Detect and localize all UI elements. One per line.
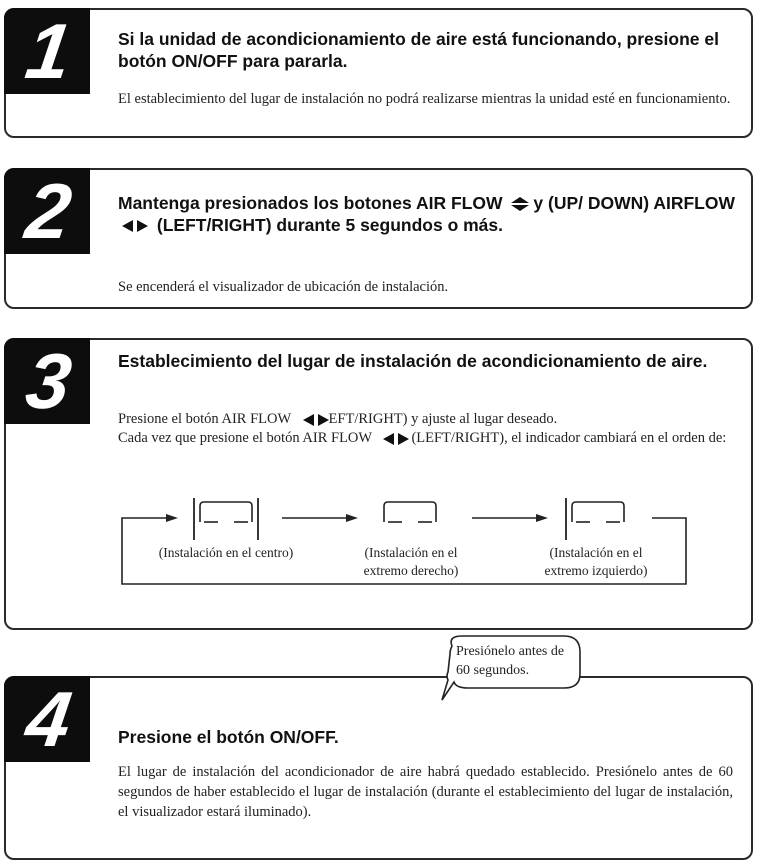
step-1-box [4, 8, 753, 138]
timing-callout-bubble [438, 632, 586, 704]
step-1-body: El establecimiento del lugar de instalación no podrá realizarse mientras la unidad esté en funcionamiento. [118, 91, 731, 107]
step-2-box [4, 168, 753, 309]
step-2-title [118, 192, 735, 236]
step-4-number: 4 [4, 676, 90, 762]
step-3-body-line1: Presione el botón AIR FLOW EFT/RIGHT) y ajuste al lugar deseado. [118, 411, 558, 427]
step-2-body: Se encenderá el visualizador de ubicación de instalación. [118, 279, 449, 295]
step-1-number: 1 [4, 8, 90, 94]
caption-right-end: (Instalación en el extremo derecho) [363, 545, 459, 578]
step-3-number: 3 [4, 338, 90, 424]
step-2-title-part3: (LEFT/RIGHT) durante 5 segundos o más. [156, 215, 504, 235]
step-2-title-part2: y (UP/ DOWN) AIRFLOW [533, 193, 735, 213]
left-end-installation-icon [566, 498, 624, 540]
leftright-arrow-icon [303, 414, 329, 426]
step-3-box [4, 338, 753, 630]
step-2-number: 2 [4, 168, 90, 254]
center-installation-icon [194, 498, 258, 540]
leftright-arrow-icon [383, 433, 409, 445]
step-4-box [4, 676, 753, 860]
step-4-title: Presione el botón ON/OFF. [118, 727, 339, 747]
leftright-arrow-icon [122, 220, 148, 232]
step-3-body [118, 410, 733, 448]
updown-arrow-icon [511, 197, 529, 211]
step-3-body-line2: Cada vez que presione el botón AIR FLOW (LEFT/RIGHT), el indicador cambiará en el orden de: [118, 430, 727, 446]
caption-left-end: (Instalación en el extremo izquierdo) [544, 545, 648, 578]
step-3-title: Establecimiento del lugar de instalación de acondicionamiento de aire. [118, 351, 708, 371]
caption-center: (Instalación en el centro) [158, 545, 294, 560]
step-1-title: Si la unidad de acondicionamiento de aire está funcionando, presione el botón ON/OFF para pararla. [118, 29, 719, 71]
right-end-installation-icon [384, 502, 436, 522]
step-2-title-part1: Mantenga presionados los botones AIR FLOW [118, 193, 503, 213]
step-4-body: El lugar de instalación del acondicionador de aire habrá quedado establecido. Presiónelo antes de 60 segundos de haber establecido el lugar de instalación (durante el establecimiento del lugar de instalación, el visualizador estará iluminado). [118, 764, 733, 820]
bubble-text: Presiónelo antes de 60 segundos. [456, 644, 565, 678]
installation-cycle-diagram [6, 340, 755, 640]
